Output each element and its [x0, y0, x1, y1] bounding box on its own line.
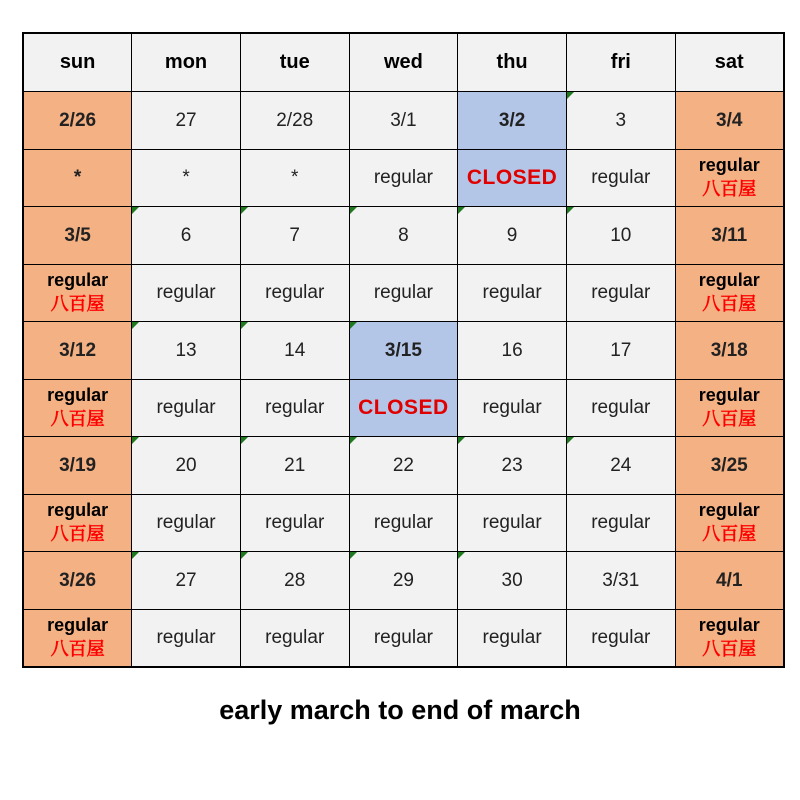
- date-label: 7: [289, 224, 300, 246]
- greengrocer-tag: 八百屋: [702, 409, 757, 429]
- date-cell[interactable]: [23, 92, 132, 150]
- date-label: 3/11: [711, 224, 748, 246]
- date-label: 29: [392, 569, 414, 591]
- status-cell[interactable]: [349, 495, 458, 552]
- calendar-caption: early march to end of march: [219, 695, 581, 725]
- status-label: regular: [482, 512, 542, 533]
- status-label: regular: [698, 270, 760, 290]
- status-label: regular: [698, 500, 760, 520]
- date-cell[interactable]: [23, 437, 132, 495]
- date-cell[interactable]: [23, 207, 132, 265]
- date-cell[interactable]: [566, 437, 675, 495]
- date-label: 20: [175, 454, 197, 476]
- status-cell[interactable]: [675, 495, 784, 552]
- comment-marker-icon: [458, 437, 465, 444]
- status-cell[interactable]: [675, 380, 784, 437]
- date-cell[interactable]: [675, 207, 784, 265]
- status-label: regular: [698, 155, 760, 175]
- status-cell[interactable]: [458, 495, 567, 552]
- status-label: regular: [373, 282, 433, 303]
- date-cell[interactable]: [132, 552, 241, 610]
- status-cell[interactable]: [23, 380, 132, 437]
- status-cell[interactable]: [240, 495, 349, 552]
- comment-marker-icon: [241, 552, 248, 559]
- status-cell[interactable]: [566, 495, 675, 552]
- status-cell[interactable]: [132, 610, 241, 668]
- date-cell[interactable]: [240, 92, 349, 150]
- status-label: regular: [482, 397, 542, 418]
- date-cell[interactable]: [675, 92, 784, 150]
- date-label: 14: [284, 339, 306, 361]
- status-cell[interactable]: [23, 495, 132, 552]
- weekday-header-row: [23, 33, 784, 92]
- date-cell[interactable]: [132, 437, 241, 495]
- status-label: regular: [265, 512, 325, 533]
- greengrocer-tag: 八百屋: [50, 639, 105, 659]
- date-cell[interactable]: [132, 92, 241, 150]
- header-mon: mon: [132, 33, 241, 92]
- date-label: 30: [501, 569, 523, 591]
- date-label: 13: [175, 339, 197, 361]
- date-label: 3/15: [384, 339, 422, 361]
- status-cell[interactable]: [675, 265, 784, 322]
- date-row: [23, 322, 784, 380]
- status-row: [23, 265, 784, 322]
- header-fri: fri: [566, 33, 675, 92]
- status-cell[interactable]: [132, 150, 241, 207]
- date-cell[interactable]: [458, 552, 567, 610]
- status-label: regular: [698, 615, 760, 635]
- status-cell[interactable]: [566, 610, 675, 668]
- status-label: regular: [47, 270, 109, 290]
- date-cell[interactable]: [349, 437, 458, 495]
- header-thu: thu: [458, 33, 567, 92]
- date-label: 24: [610, 454, 632, 476]
- status-cell[interactable]: [566, 150, 675, 207]
- status-cell[interactable]: [240, 610, 349, 668]
- date-label: 3/2: [498, 109, 526, 131]
- date-cell[interactable]: [240, 322, 349, 380]
- date-label: 8: [398, 224, 409, 246]
- comment-marker-icon: [458, 207, 465, 214]
- status-label: regular: [373, 512, 433, 533]
- comment-marker-icon: [241, 322, 248, 329]
- date-label: 28: [284, 569, 306, 591]
- status-label: *: [73, 167, 82, 188]
- date-cell[interactable]: [349, 92, 458, 150]
- closed-label: CLOSED: [466, 166, 558, 189]
- date-cell[interactable]: [566, 552, 675, 610]
- date-cell[interactable]: [458, 207, 567, 265]
- date-cell[interactable]: [675, 437, 784, 495]
- date-label: 9: [506, 224, 518, 246]
- status-cell[interactable]: [349, 610, 458, 668]
- date-label: 17: [610, 339, 632, 361]
- date-label: 3/18: [710, 339, 748, 361]
- greengrocer-tag: 八百屋: [50, 524, 105, 544]
- date-row: [23, 207, 784, 265]
- header-sat: sat: [675, 33, 784, 92]
- status-cell[interactable]: [566, 380, 675, 437]
- comment-marker-icon: [132, 322, 139, 329]
- status-cell[interactable]: [566, 265, 675, 322]
- status-cell[interactable]: [349, 380, 458, 437]
- status-cell[interactable]: [132, 265, 241, 322]
- status-label: regular: [47, 615, 109, 635]
- date-label: 3/1: [390, 109, 417, 131]
- status-label: regular: [373, 167, 433, 188]
- date-label: 2/26: [59, 109, 97, 131]
- comment-marker-icon: [458, 552, 465, 559]
- date-label: 6: [180, 224, 192, 246]
- date-label: 22: [392, 454, 414, 476]
- status-cell[interactable]: [240, 265, 349, 322]
- greengrocer-tag: 八百屋: [50, 409, 105, 429]
- status-cell[interactable]: [349, 150, 458, 207]
- comment-marker-icon: [567, 437, 574, 444]
- comment-marker-icon: [241, 437, 248, 444]
- date-cell[interactable]: [349, 552, 458, 610]
- calendar-body: [23, 92, 784, 668]
- comment-marker-icon: [350, 207, 357, 214]
- status-label: regular: [482, 627, 542, 648]
- status-row: [23, 380, 784, 437]
- date-label: 3/5: [64, 224, 91, 246]
- date-label: 10: [610, 224, 632, 246]
- closed-label: CLOSED: [358, 396, 449, 419]
- date-label: 27: [175, 569, 197, 591]
- comment-marker-icon: [132, 207, 139, 214]
- status-label: *: [182, 167, 190, 188]
- date-cell[interactable]: [675, 552, 784, 610]
- status-label: regular: [156, 397, 216, 418]
- date-label: 3/12: [59, 339, 97, 361]
- status-label: regular: [698, 385, 760, 405]
- header-wed: wed: [349, 33, 458, 92]
- status-cell[interactable]: [458, 265, 567, 322]
- date-cell[interactable]: [349, 322, 458, 380]
- date-label: 27: [175, 109, 197, 131]
- date-label: 16: [501, 339, 523, 361]
- date-label: 3/25: [710, 454, 748, 476]
- date-cell[interactable]: [23, 322, 132, 380]
- comment-marker-icon: [567, 92, 574, 99]
- comment-marker-icon: [350, 322, 357, 329]
- date-cell[interactable]: [240, 552, 349, 610]
- comment-marker-icon: [132, 437, 139, 444]
- comment-marker-icon: [350, 437, 357, 444]
- status-cell[interactable]: [458, 380, 567, 437]
- date-cell[interactable]: [240, 437, 349, 495]
- status-cell[interactable]: [240, 380, 349, 437]
- status-label: regular: [265, 282, 325, 303]
- status-label: regular: [156, 512, 216, 533]
- status-label: regular: [47, 385, 109, 405]
- status-label: regular: [482, 282, 542, 303]
- date-cell[interactable]: [132, 207, 241, 265]
- status-cell[interactable]: [458, 610, 567, 668]
- status-cell[interactable]: [240, 150, 349, 207]
- comment-marker-icon: [350, 552, 357, 559]
- date-row: [23, 437, 784, 495]
- header-sun: sun: [23, 33, 132, 92]
- status-label: regular: [156, 627, 216, 648]
- greengrocer-tag: 八百屋: [50, 294, 105, 314]
- date-label: 23: [501, 454, 523, 476]
- status-label: regular: [265, 627, 325, 648]
- header-tue: tue: [240, 33, 349, 92]
- date-cell[interactable]: [23, 552, 132, 610]
- date-row: [23, 552, 784, 610]
- date-label: 3: [615, 109, 627, 131]
- date-cell[interactable]: [132, 322, 241, 380]
- status-cell[interactable]: [349, 265, 458, 322]
- status-cell[interactable]: [23, 150, 132, 207]
- date-label: 21: [284, 454, 306, 476]
- date-label: 2/28: [276, 109, 314, 131]
- status-cell[interactable]: [132, 495, 241, 552]
- status-cell[interactable]: [675, 610, 784, 668]
- date-label: 3/31: [602, 569, 640, 591]
- date-cell[interactable]: [458, 437, 567, 495]
- date-cell[interactable]: [240, 207, 349, 265]
- greengrocer-tag: 八百屋: [702, 524, 757, 544]
- date-cell[interactable]: [566, 92, 675, 150]
- date-cell[interactable]: [566, 207, 675, 265]
- status-cell[interactable]: [23, 265, 132, 322]
- date-row: [23, 92, 784, 150]
- status-label: *: [291, 167, 299, 188]
- date-cell[interactable]: [349, 207, 458, 265]
- status-label: regular: [265, 397, 325, 418]
- status-label: regular: [591, 282, 651, 303]
- date-label: 4/1: [716, 569, 743, 591]
- status-row: [23, 150, 784, 207]
- status-cell[interactable]: [132, 380, 241, 437]
- date-cell[interactable]: [458, 92, 567, 150]
- status-label: regular: [591, 627, 651, 648]
- status-cell[interactable]: [23, 610, 132, 668]
- status-label: regular: [373, 627, 433, 648]
- date-label: 3/26: [59, 569, 97, 591]
- date-label: 3/4: [716, 109, 743, 131]
- status-row: [23, 495, 784, 552]
- status-label: regular: [47, 500, 109, 520]
- greengrocer-tag: 八百屋: [702, 639, 757, 659]
- status-label: regular: [591, 512, 651, 533]
- status-label: regular: [591, 167, 651, 188]
- comment-marker-icon: [567, 207, 574, 214]
- date-cell[interactable]: [566, 322, 675, 380]
- greengrocer-tag: 八百屋: [702, 294, 757, 314]
- date-cell[interactable]: [675, 322, 784, 380]
- date-label: 3/19: [59, 454, 97, 476]
- date-cell[interactable]: [458, 322, 567, 380]
- status-label: regular: [156, 282, 216, 303]
- status-row: [23, 610, 784, 668]
- status-label: regular: [591, 397, 651, 418]
- status-cell[interactable]: [458, 150, 567, 207]
- comment-marker-icon: [241, 207, 248, 214]
- comment-marker-icon: [132, 552, 139, 559]
- status-cell[interactable]: [675, 150, 784, 207]
- calendar-grid: [22, 32, 785, 668]
- greengrocer-tag: 八百屋: [702, 179, 757, 199]
